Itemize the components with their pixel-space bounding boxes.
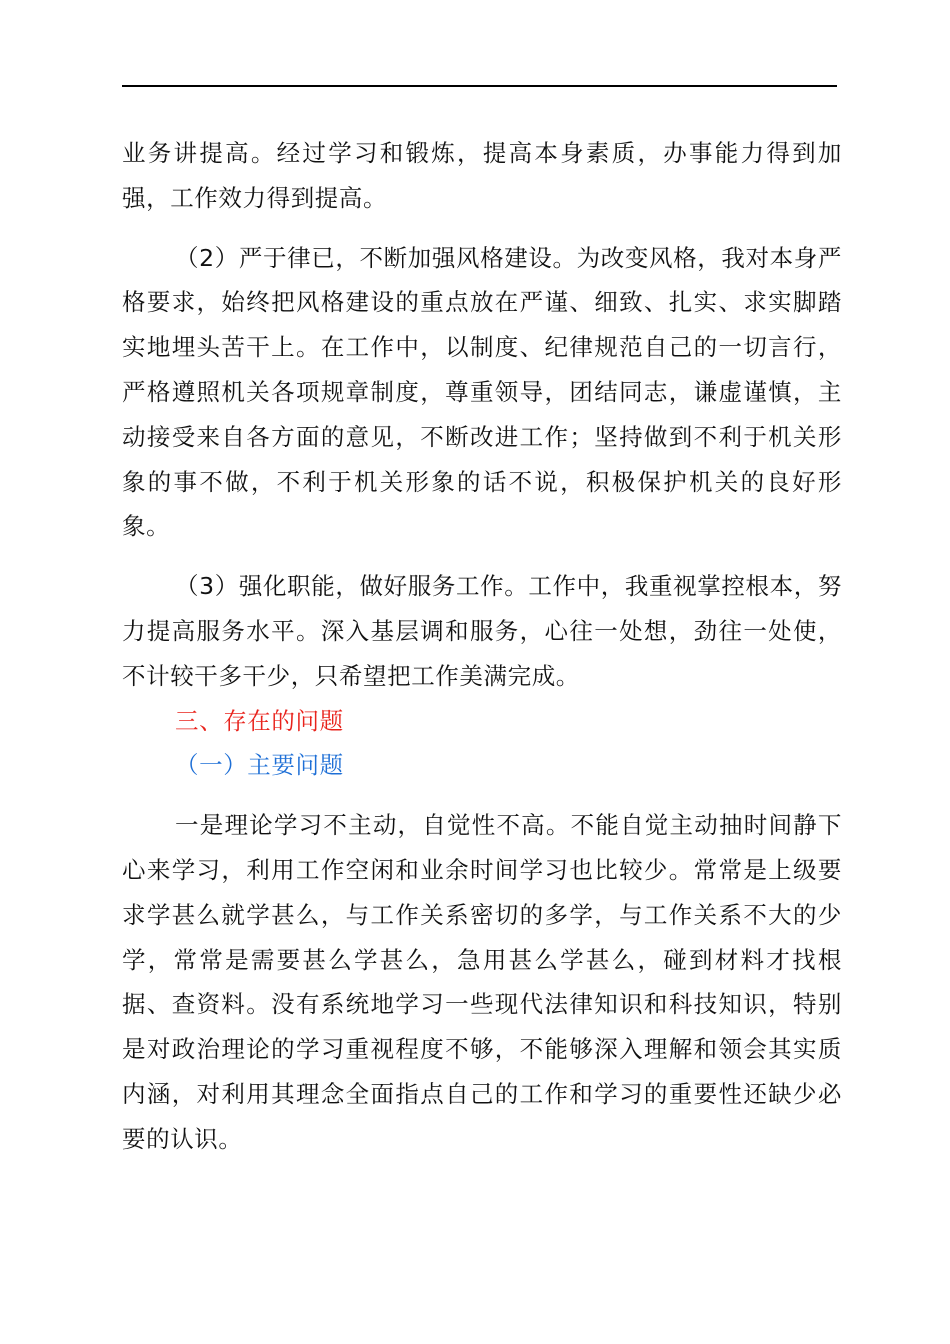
paragraph-item-3: （3）强化职能，做好服务工作。工作中，我重视掌控根本，努力提高服务水平。深入基层调和服务，心往一处想，劲往一处使，不计较干多干少，只希望把工作美满完成。 <box>122 572 842 690</box>
problem-paragraph: 一是理论学习不主动，自觉性不高。不能自觉主动抽时间静下心来学习，利用工作空闲和业余时间学习也比较少。常常是上级要求学甚么就学甚么，与工作关系密切的多学，与工作关系不大的少学，常常是需要甚么学甚么，急用甚么学甚么，碰到材料才找根据、查资料。没有系统地学习一些现代法律知识和科技知识，特别是对政治理论的学习重视程度不够，不能够深入理解和领会其实质内涵，对利用其理念全面指点自己的工作和学习的重要性还缺少必要的认识。 <box>122 811 842 1153</box>
document-body <box>122 131 842 1162</box>
header-rule <box>122 85 837 87</box>
paragraph-continued: 业务讲提高。经过学习和锻炼，提高本身素质，办事能力得到加强，工作效力得到提高。 <box>122 139 842 212</box>
subsection-heading: （一）主要问题 <box>175 751 344 780</box>
paragraph-item-2: （2）严于律已，不断加强风格建设。为改变风格，我对本身严格要求，始终把风格建设的重点放在严谨、细致、扎实、求实脚踏实地埋头苦干上。在工作中，以制度、纪律规范自己的一切言行，严格遵照机关各项规章制度，尊重领导，团结同志，谦虚谨慎，主动接受来自各方面的意见，不断改进工作；坚持做到不利于机关形象的事不做，不利于机关形象的话不说，积极保护机关的良好形象。 <box>122 243 842 541</box>
section-heading: 三、存在的问题 <box>175 706 344 735</box>
